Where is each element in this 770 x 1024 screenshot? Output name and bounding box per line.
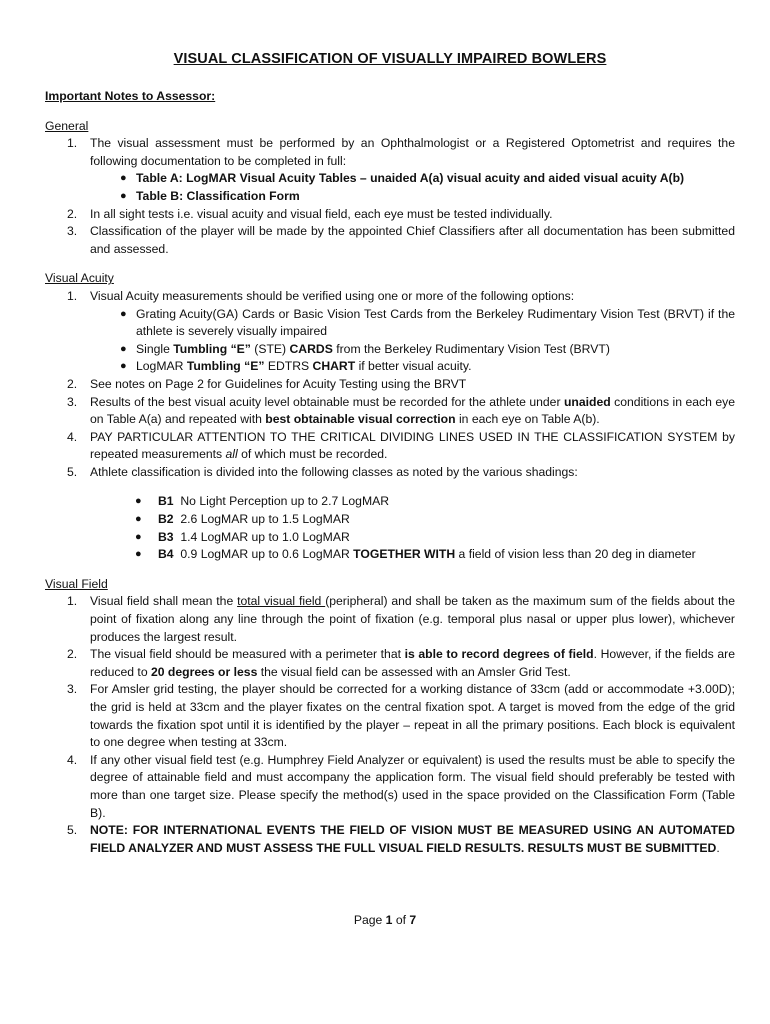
list-item (45, 288, 735, 376)
bullet-item (90, 170, 735, 188)
text-run: LogMAR (136, 359, 187, 374)
footer-prefix: Page (353, 913, 386, 927)
bullet-icon: ● (120, 307, 127, 320)
page-footer (0, 912, 770, 930)
class-item (45, 511, 735, 529)
text-run: CARDS (289, 341, 333, 356)
list-item (45, 429, 735, 464)
item-number: 2. (67, 206, 78, 221)
class-item (45, 493, 735, 511)
bullet-icon: ● (120, 172, 127, 185)
item-number: 3. (67, 224, 78, 239)
list-item (45, 822, 735, 857)
item-text: See notes on Page 2 for Guidelines for Acuity Testing using the BRVT (90, 376, 467, 391)
text-run: The visual field should be measured with a perimeter that (90, 647, 405, 662)
item-number: 1. (67, 136, 78, 151)
list-item (45, 376, 735, 394)
acuity-list (45, 288, 735, 482)
section-heading-visual-acuity: Visual Acuity (45, 271, 114, 286)
item-text: In all sight tests i.e. visual acuity and visual field, each eye must be tested individually. (90, 206, 553, 221)
notes-heading: Important Notes to Assessor: (45, 89, 216, 103)
text-run: Tumbling “E” (186, 359, 265, 374)
bullet-icon: ● (135, 513, 142, 526)
class-text: 0.9 LogMAR up to 0.6 LogMAR (180, 547, 354, 562)
section-heading-visual-field: Visual Field (45, 576, 108, 591)
item-text: Visual Acuity measurements should be verified using one or more of the following options: (90, 288, 575, 303)
page-total: 7 (409, 913, 417, 927)
bullet-icon: ● (135, 548, 142, 561)
item-number: 5. (67, 823, 78, 838)
bullet-icon: ● (120, 342, 127, 355)
text-run: unaided (563, 394, 611, 409)
section-heading-general: General (45, 118, 89, 133)
footer-mid: of (392, 913, 410, 927)
bullet-icon: ● (135, 495, 142, 508)
text-run: conditions in each eye on Table A(a) and repeated with (90, 394, 735, 427)
text-run: CHART (312, 359, 356, 374)
bullet-icon: ● (120, 189, 127, 202)
class-item (45, 529, 735, 547)
list-item (45, 646, 735, 681)
list-item (45, 464, 735, 482)
class-code: B1 (158, 494, 174, 509)
class-text: 2.6 LogMAR up to 1.5 LogMAR (180, 512, 350, 527)
item-number: 3. (67, 394, 78, 409)
field-list (45, 593, 735, 857)
list-item (45, 593, 735, 646)
text-run: of which must be recorded. (237, 447, 388, 462)
item-number: 2. (67, 647, 78, 662)
item-number: 1. (67, 594, 78, 609)
item-number: 3. (67, 682, 78, 697)
bullet-text: Grating Acuity(GA) Cards or Basic Vision Test Cards from the Berkeley Rudimentary Vision Test (BRVT) if the athlete is severely visually impaired (136, 306, 735, 339)
item-text: Classification of the player will be made by the appointed Chief Classifiers after all documentation has been submitted and assessed. (90, 224, 735, 256)
list-item (45, 135, 735, 205)
text-run: (peripheral) and shall be taken as the maximum sum of the fields about the point of fixation along any line through the point of fixation (e.g. temporal plus nasal or upper plus lower), whichever produces the largest result. (90, 594, 735, 644)
class-code: B3 (158, 529, 174, 544)
bullet-item (90, 188, 735, 206)
page-title: VISUAL CLASSIFICATION OF VISUALLY IMPAIRED BOWLERS (173, 51, 607, 67)
item-number: 5. (67, 464, 78, 479)
bullet-item (90, 306, 735, 341)
classification-list (45, 493, 735, 563)
text-run: from the Berkeley Rudimentary Vision Test (BRVT) (332, 341, 610, 356)
text-run: if better visual acuity. (355, 359, 472, 374)
text-run: Single (136, 341, 174, 356)
class-text-tail: a field of vision less than 20 deg in diameter (455, 547, 696, 562)
item-text: The visual assessment must be performed by an Ophthalmologist or a Registered Optometrist and requires the following documentation to be completed in full: (90, 136, 735, 168)
bullet-icon: ● (135, 530, 142, 543)
bullet-icon: ● (120, 360, 127, 373)
item-text: If any other visual field test (e.g. Humphrey Field Analyzer or equivalent) is used the results must be able to specify the degree of attainable field and must accompany the application form. The visual field should preferably be tested with more than one target size. Please specify the method(s) used in the space provided on the Classification Form (Table B). (90, 752, 735, 820)
bullet-item (90, 341, 735, 359)
text-run: Tumbling “E” (173, 341, 251, 356)
text-run: Results of the best visual acuity level obtainable must be recorded for the athlete under (90, 394, 564, 409)
page-number: 1 (385, 913, 393, 927)
text-run: EDTRS (264, 359, 313, 374)
bullet-list (90, 306, 735, 376)
text-run: . However, if the fields are reduced to (90, 647, 735, 679)
general-list (45, 135, 735, 258)
list-item (45, 206, 735, 224)
list-item (45, 752, 735, 822)
list-item (45, 681, 735, 751)
text-run: best obtainable visual correction (265, 412, 456, 427)
bullet-text: Table A: LogMAR Visual Acuity Tables – unaided A(a) visual acuity and aided visual acuity A(b) (136, 171, 685, 186)
text-run: Visual field shall mean the (90, 594, 238, 609)
list-item (45, 223, 735, 258)
bullet-text: Table B: Classification Form (136, 188, 300, 203)
item-text: Athlete classification is divided into the following classes as noted by the various shadings: (90, 464, 578, 479)
text-run: all (225, 447, 238, 462)
text-run: total visual field (237, 594, 326, 609)
bullet-list (90, 170, 735, 205)
text-run: (STE) (250, 341, 290, 356)
class-code: B2 (158, 512, 174, 527)
item-number: 4. (67, 429, 78, 444)
class-text-bold: TOGETHER WITH (353, 547, 456, 562)
item-number: 2. (67, 376, 78, 391)
text-run: PAY PARTICULAR ATTENTION TO THE CRITICAL DIVIDING LINES USED IN THE CLASSIFICATION SYSTEM by repeated measurements (90, 429, 735, 462)
item-number: 1. (67, 288, 78, 303)
list-item (45, 394, 735, 429)
class-text: 1.4 LogMAR up to 1.0 LogMAR (180, 529, 350, 544)
item-text: For Amsler grid testing, the player should be corrected for a working distance of 33cm (add or accommodate +3.00D); the grid is held at 33cm and the player fixates on the central fixation spot. A target is moved from the edge of the grid towards the fixation spot until it is identified by the player – repeat in all the primary positions. Each block is equivalent to one degree when testing at 33cm. (90, 682, 735, 750)
text-run: is able to record degrees of field (404, 647, 594, 662)
text-run: . (716, 840, 720, 855)
class-code: B4 (158, 547, 174, 562)
document-page (45, 50, 735, 857)
class-item (45, 546, 735, 564)
class-text: No Light Perception up to 2.7 LogMAR (180, 494, 390, 509)
text-run: the visual field can be assessed with an Amsler Grid Test. (257, 664, 571, 679)
item-text: NOTE: FOR INTERNATIONAL EVENTS THE FIELD OF VISION MUST BE MEASURED USING AN AUTOMATED FIELD ANALYZER AND MUST ASSESS THE FULL VISUAL FIELD RESULTS. RESULTS MUST BE SUBMITTED (90, 823, 735, 855)
bullet-item (90, 358, 735, 376)
item-number: 4. (67, 752, 78, 767)
text-run: 20 degrees or less (150, 664, 258, 679)
text-run: in each eye on Table A(b). (455, 412, 600, 427)
